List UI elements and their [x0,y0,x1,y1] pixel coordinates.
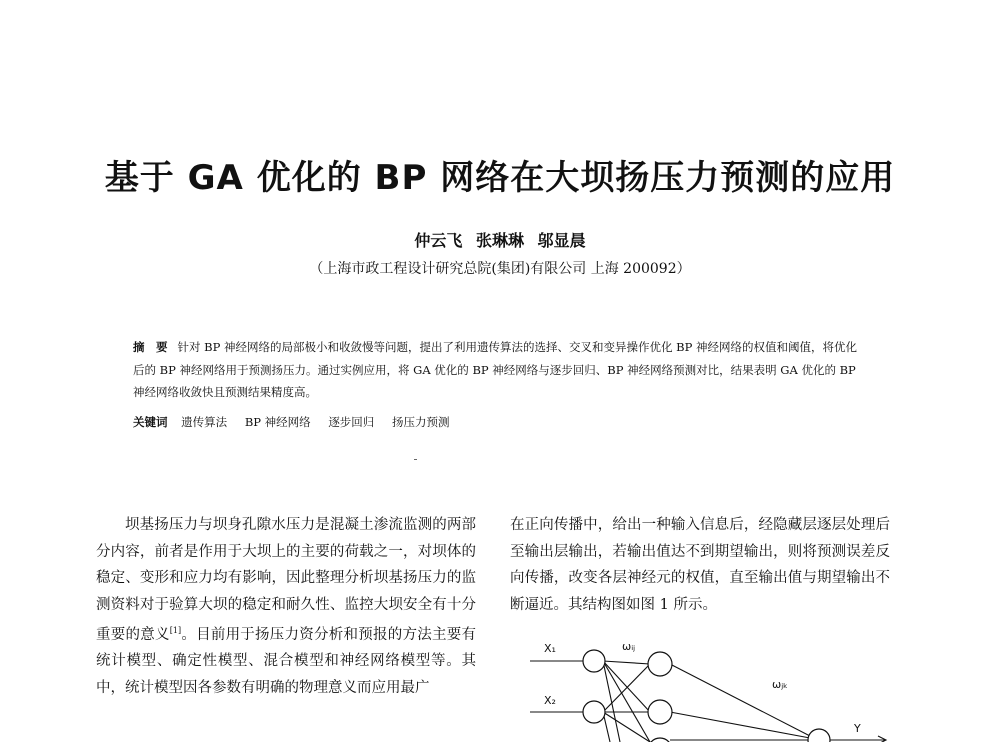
abstract [133,336,858,404]
scan-mark [414,459,417,460]
keywords [133,411,858,433]
citation: [1] [169,626,182,635]
body-column-right [510,512,890,618]
paragraph [96,512,476,701]
input-neuron [583,650,605,672]
paragraph-text: 坝基扬压力与坝身孔隙水压力是混凝土渗流监测的两部分内容，前者是作用于大坝上的主要的荷载之一，对坝体的稳定、变形和应力均有影响，因此整理分析坝基扬压力的监测资料对于验算大坝的稳定和耐久性、监控大坝安全有十分重要的意义 [96,517,476,643]
neurons [583,650,830,742]
paper-title: 基于 GA 优化的 BP 网络在大坝扬压力预测的应用 [104,158,896,198]
input-label: X₁ [544,642,556,655]
input-label: X₂ [544,694,556,707]
abstract-label: 摘 要 [133,340,168,354]
author-list: 仲云飞 张琳琳 邬显晨 [414,231,586,250]
output-neuron [808,729,830,742]
body-column-left [96,512,476,701]
paragraph: 在正向传播中，给出一种输入信息后，经隐藏层逐层处理后至输出层输出，若输出值达不到期望输出，则将预测误差反向传播，改变各层神经元的权值，直至输出值与期望输出不断逼近。其结构图如图 1 所示。 [510,517,890,613]
keywords-label: 关键词 [133,415,168,429]
keyword: 扬压力预测 [391,415,450,429]
affiliation: （上海市政工程设计研究总院(集团)有限公司 上海 200092） [309,261,691,277]
keyword: 遗传算法 [181,415,228,429]
keyword: BP 神经网络 [244,415,311,429]
connections [530,661,886,742]
keyword: 逐步回归 [328,415,375,429]
hidden-neuron [648,700,672,724]
hidden-neuron [648,738,672,742]
weight-label: ωᵢⱼ [622,640,636,653]
abstract-text: 针对 BP 神经网络的局部极小和收敛慢等问题，提出了利用遗传算法的选择、交叉和变异操作优化 BP 神经网络的权值和阈值，将优化后的 BP 神经网络用于预测扬压力。通过实例应用，将 GA 优化的 BP 神经网络与逐步回归、BP 神经网络预测对比，结果表明 GA 优化的 BP 神经网络收敛快且预测结果精度高。 [133,340,857,399]
output-label: Y [854,722,861,735]
input-neuron [583,701,605,723]
weight-label: ωⱼₖ [772,678,788,691]
bp-network-diagram [510,628,900,742]
hidden-neuron [648,652,672,676]
paragraph-text: 。目前用于扬压力资分析和预报的方法主要有统计模型、确定性模型、混合模型和神经网络模型等。其中，统计模型因各参数有明确的物理意义而应用最广 [96,626,477,696]
